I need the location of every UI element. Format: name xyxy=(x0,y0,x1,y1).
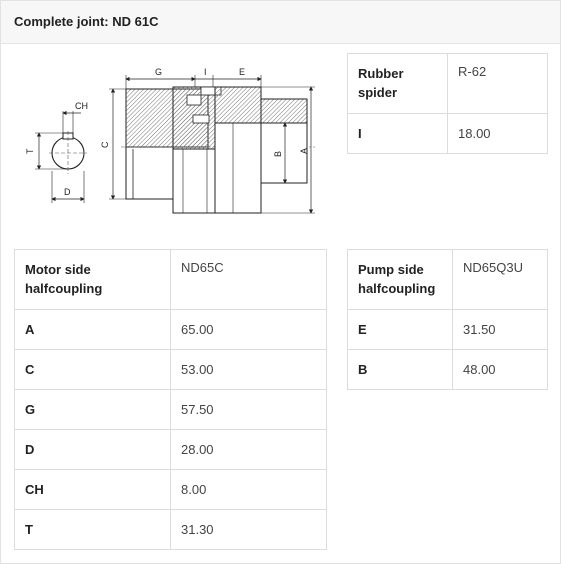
dim-label-e: E xyxy=(239,67,246,77)
spec-label: E xyxy=(348,310,453,350)
spec-value: 31.50 xyxy=(453,310,548,350)
spec-label: D xyxy=(15,430,171,470)
spec-value: 31.30 xyxy=(171,510,327,550)
spec-value: R-62 xyxy=(448,54,548,114)
dim-label-b: B xyxy=(273,150,283,157)
spec-value: ND65Q3U xyxy=(453,250,548,310)
spec-label: B xyxy=(348,350,453,390)
spec-label: CH xyxy=(15,470,171,510)
spec-value: 57.50 xyxy=(171,390,327,430)
spec-value: 28.00 xyxy=(171,430,327,470)
spec-label: Rubber spider xyxy=(348,54,448,114)
spec-label: T xyxy=(15,510,171,550)
dim-label-a: A xyxy=(299,147,309,154)
table-row xyxy=(348,114,548,154)
dim-label-ch: CH xyxy=(75,101,88,111)
dim-label-d: D xyxy=(64,187,71,197)
table-row xyxy=(15,470,327,510)
table-row xyxy=(15,430,327,470)
spec-value: ND65C xyxy=(171,250,327,310)
dim-label-t: T xyxy=(25,148,35,154)
spec-label: Motor side halfcoupling xyxy=(15,250,171,310)
panel-header xyxy=(1,1,560,44)
table-row xyxy=(348,54,548,114)
spec-value: 18.00 xyxy=(448,114,548,154)
coupling-side-view xyxy=(109,75,315,213)
spider-table xyxy=(347,53,548,154)
table-row xyxy=(15,390,327,430)
spec-value: 53.00 xyxy=(171,350,327,390)
spec-value: 8.00 xyxy=(171,470,327,510)
table-row xyxy=(348,350,548,390)
spec-label: I xyxy=(348,114,448,154)
dim-label-c: C xyxy=(100,141,110,148)
spec-value: 65.00 xyxy=(171,310,327,350)
table-row xyxy=(348,250,548,310)
spec-label: Pump side halfcoupling xyxy=(348,250,453,310)
table-row xyxy=(348,310,548,350)
motor-table xyxy=(14,249,327,550)
dim-label-g: G xyxy=(155,67,163,77)
table-row xyxy=(15,510,327,550)
table-row xyxy=(15,250,327,310)
spec-label: A xyxy=(15,310,171,350)
spec-label: C xyxy=(15,350,171,390)
dim-label-i: I xyxy=(204,67,207,77)
shaft-end-view xyxy=(35,111,87,203)
table-row xyxy=(15,350,327,390)
table-row xyxy=(15,310,327,350)
pump-table xyxy=(347,249,548,390)
spec-value: 48.00 xyxy=(453,350,548,390)
spec-label: G xyxy=(15,390,171,430)
coupling-diagram xyxy=(23,61,323,221)
panel-title: Complete joint: ND 61C xyxy=(14,14,159,29)
